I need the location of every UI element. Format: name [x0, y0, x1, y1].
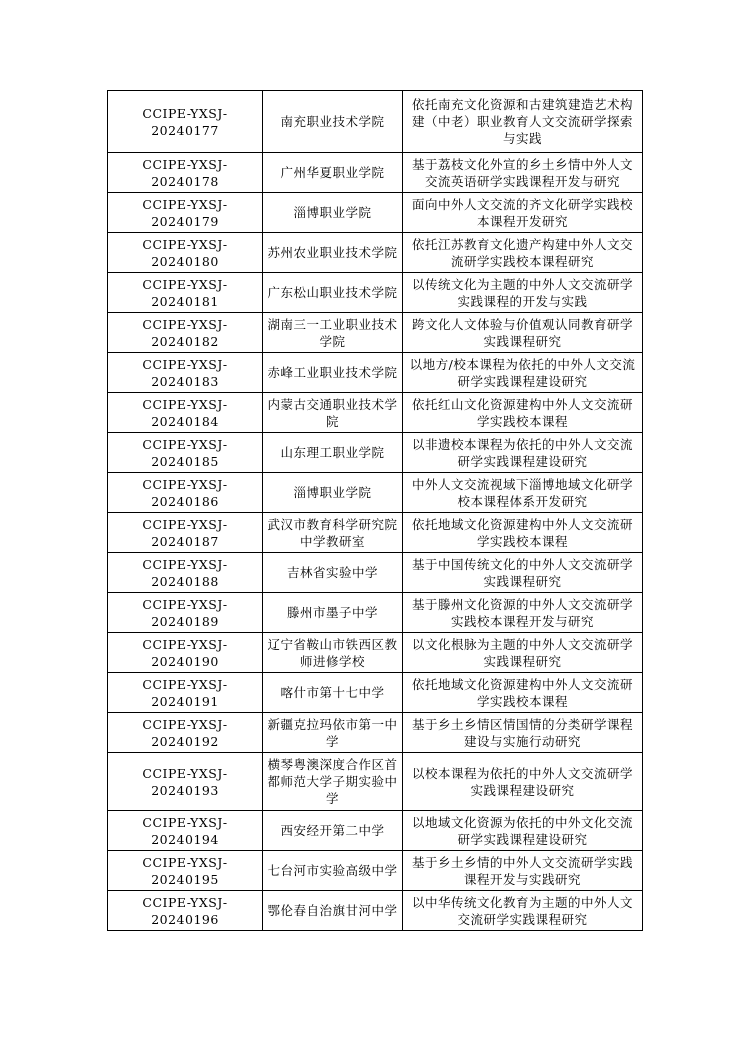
institution-cell: 湖南三一工业职业技术学院 — [263, 313, 403, 353]
institution-cell: 横琴粤澳深度合作区首都师范大学子期实验中学 — [263, 753, 403, 811]
institution-cell: 南充职业技术学院 — [263, 91, 403, 153]
institution-cell: 山东理工职业学院 — [263, 433, 403, 473]
institution-cell: 赤峰工业职业技术学院 — [263, 353, 403, 393]
project-code-cell: CCIPE-YXSJ-20240196 — [108, 891, 263, 931]
project-title-cell: 跨文化人文体验与价值观认同教育研学实践课程研究 — [403, 313, 643, 353]
project-title-cell: 基于乡土乡情的中外人文交流研学实践课程开发与实践研究 — [403, 851, 643, 891]
project-title-cell: 以传统文化为主题的中外人文交流研学实践课程的开发与实践 — [403, 273, 643, 313]
institution-cell: 鄂伦春自治旗甘河中学 — [263, 891, 403, 931]
project-code-cell: CCIPE-YXSJ-20240186 — [108, 473, 263, 513]
institution-cell: 苏州农业职业技术学院 — [263, 233, 403, 273]
table-row — [108, 473, 643, 513]
table-row — [108, 513, 643, 553]
table-row — [108, 593, 643, 633]
project-title-cell: 面向中外人文交流的齐文化研学实践校本课程开发研究 — [403, 193, 643, 233]
institution-cell: 武汉市教育科学研究院中学教研室 — [263, 513, 403, 553]
project-code-cell: CCIPE-YXSJ-20240184 — [108, 393, 263, 433]
project-title-cell: 基于中国传统文化的中外人文交流研学实践课程研究 — [403, 553, 643, 593]
project-code-cell: CCIPE-YXSJ-20240191 — [108, 673, 263, 713]
table-row — [108, 811, 643, 851]
table-row — [108, 91, 643, 153]
institution-cell: 广州华夏职业学院 — [263, 153, 403, 193]
institution-cell: 滕州市墨子中学 — [263, 593, 403, 633]
project-code-cell: CCIPE-YXSJ-20240189 — [108, 593, 263, 633]
table-row — [108, 553, 643, 593]
project-title-cell: 基于滕州文化资源的中外人文交流研学实践校本课程开发与研究 — [403, 593, 643, 633]
project-code-cell: CCIPE-YXSJ-20240183 — [108, 353, 263, 393]
institution-cell: 内蒙古交通职业技术学院 — [263, 393, 403, 433]
project-title-cell: 以中华传统文化教育为主题的中外人文交流研学实践课程研究 — [403, 891, 643, 931]
project-title-cell: 以非遗校本课程为依托的中外人文交流研学实践课程建设研究 — [403, 433, 643, 473]
table-row — [108, 713, 643, 753]
project-table-body — [108, 91, 643, 931]
table-row — [108, 313, 643, 353]
table-row — [108, 891, 643, 931]
project-title-cell: 依托江苏教育文化遗产构建中外人文交流研学实践校本课程研究 — [403, 233, 643, 273]
table-row — [108, 851, 643, 891]
institution-cell: 辽宁省鞍山市铁西区教师进修学校 — [263, 633, 403, 673]
project-title-cell: 中外人文交流视域下淄博地域文化研学校本课程体系开发研究 — [403, 473, 643, 513]
institution-cell: 西安经开第二中学 — [263, 811, 403, 851]
project-title-cell: 以地方/校本课程为依托的中外人文交流研学实践课程建设研究 — [403, 353, 643, 393]
project-code-cell: CCIPE-YXSJ-20240178 — [108, 153, 263, 193]
project-code-cell: CCIPE-YXSJ-20240188 — [108, 553, 263, 593]
table-row — [108, 353, 643, 393]
project-code-cell: CCIPE-YXSJ-20240195 — [108, 851, 263, 891]
institution-cell: 淄博职业学院 — [263, 473, 403, 513]
project-title-cell: 基于荔枝文化外宣的乡土乡情中外人文交流英语研学实践课程开发与研究 — [403, 153, 643, 193]
table-row — [108, 153, 643, 193]
table-row — [108, 673, 643, 713]
table-row — [108, 433, 643, 473]
project-code-cell: CCIPE-YXSJ-20240177 — [108, 91, 263, 153]
project-table — [107, 90, 643, 931]
project-title-cell: 以校本课程为依托的中外人文交流研学实践课程建设研究 — [403, 753, 643, 811]
project-code-cell: CCIPE-YXSJ-20240193 — [108, 753, 263, 811]
institution-cell: 广东松山职业技术学院 — [263, 273, 403, 313]
project-code-cell: CCIPE-YXSJ-20240185 — [108, 433, 263, 473]
table-row — [108, 393, 643, 433]
project-title-cell: 以文化根脉为主题的中外人文交流研学实践课程研究 — [403, 633, 643, 673]
project-code-cell: CCIPE-YXSJ-20240180 — [108, 233, 263, 273]
table-row — [108, 193, 643, 233]
project-code-cell: CCIPE-YXSJ-20240192 — [108, 713, 263, 753]
project-code-cell: CCIPE-YXSJ-20240187 — [108, 513, 263, 553]
project-title-cell: 基于乡土乡情区情国情的分类研学课程建设与实施行动研究 — [403, 713, 643, 753]
institution-cell: 吉林省实验中学 — [263, 553, 403, 593]
project-title-cell: 依托地域文化资源建构中外人文交流研学实践校本课程 — [403, 513, 643, 553]
project-code-cell: CCIPE-YXSJ-20240190 — [108, 633, 263, 673]
project-title-cell: 依托南充文化资源和古建筑建造艺术构建（中老）职业教育人文交流研学探索与实践 — [403, 91, 643, 153]
project-title-cell: 依托地域文化资源建构中外人文交流研学实践校本课程 — [403, 673, 643, 713]
project-title-cell: 以地域文化资源为依托的中外文化交流研学实践课程建设研究 — [403, 811, 643, 851]
table-row — [108, 633, 643, 673]
institution-cell: 淄博职业学院 — [263, 193, 403, 233]
table-row — [108, 233, 643, 273]
table-row — [108, 273, 643, 313]
institution-cell: 新疆克拉玛依市第一中学 — [263, 713, 403, 753]
project-code-cell: CCIPE-YXSJ-20240181 — [108, 273, 263, 313]
institution-cell: 喀什市第十七中学 — [263, 673, 403, 713]
institution-cell: 七台河市实验高级中学 — [263, 851, 403, 891]
project-code-cell: CCIPE-YXSJ-20240179 — [108, 193, 263, 233]
project-title-cell: 依托红山文化资源建构中外人文交流研学实践校本课程 — [403, 393, 643, 433]
project-code-cell: CCIPE-YXSJ-20240194 — [108, 811, 263, 851]
table-row — [108, 753, 643, 811]
project-code-cell: CCIPE-YXSJ-20240182 — [108, 313, 263, 353]
